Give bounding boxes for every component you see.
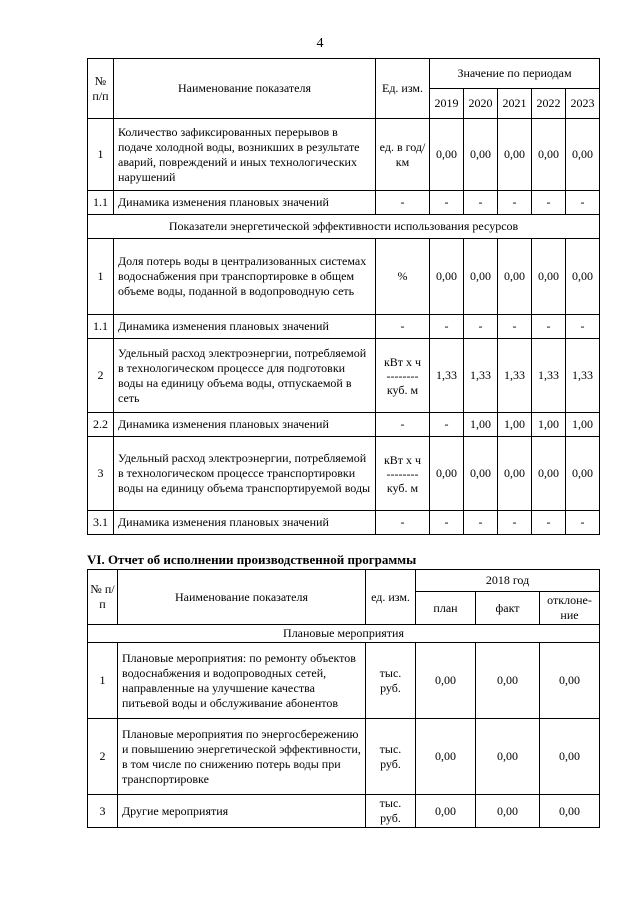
row-unit: тыс. руб. (366, 643, 416, 719)
header-deviation: отклоне-ние (540, 592, 600, 625)
row-value: 0,00 (566, 239, 600, 315)
row-num: 2 (88, 719, 118, 795)
row-unit: - (376, 315, 430, 339)
row-value: - (430, 315, 464, 339)
header-unit: ед. изм. (366, 570, 416, 625)
row-deviation: 0,00 (540, 795, 600, 828)
row-value: - (532, 511, 566, 535)
row-deviation: 0,00 (540, 719, 600, 795)
row-num: 2.2 (88, 413, 114, 437)
header-year: 2020 (464, 89, 498, 119)
row-value: - (498, 511, 532, 535)
table-row (88, 719, 600, 795)
table-row (88, 191, 600, 215)
row-value: 0,00 (464, 437, 498, 511)
row-num: 1.1 (88, 191, 114, 215)
row-value: 0,00 (532, 119, 566, 191)
row-unit: - (376, 191, 430, 215)
row-value: - (498, 191, 532, 215)
row-unit: - (376, 413, 430, 437)
table-row (88, 239, 600, 315)
header-num: № п/п (88, 570, 118, 625)
row-name: Количество зафиксированных перерывов в подаче холодной воды, возникших в результате аварий, повреждений и иных технологических нарушений (114, 119, 376, 191)
row-value: 0,00 (430, 437, 464, 511)
row-num: 3 (88, 437, 114, 511)
row-value: 1,00 (532, 413, 566, 437)
section-heading: VI. Отчет об исполнении производственной программы (87, 552, 417, 567)
table-row (88, 437, 600, 511)
unit-fraction-line: -------- (386, 368, 419, 383)
section-title: Плановые мероприятия (88, 625, 600, 643)
row-num: 1 (88, 119, 114, 191)
row-value: - (566, 511, 600, 535)
row-value: 1,33 (430, 339, 464, 413)
section-row (88, 215, 600, 239)
row-unit (376, 339, 430, 413)
row-fact: 0,00 (476, 643, 540, 719)
header-plan: план (416, 592, 476, 625)
row-unit: - (376, 511, 430, 535)
row-name: Плановые мероприятия: по ремонту объектов водоснабжения и водопроводных сетей, направленные на улучшение качества питьевой воды и обслуживание абонентов (118, 643, 366, 719)
row-value: 0,00 (566, 119, 600, 191)
row-fact: 0,00 (476, 795, 540, 828)
row-name: Динамика изменения плановых значений (114, 315, 376, 339)
row-value: - (430, 413, 464, 437)
row-fact: 0,00 (476, 719, 540, 795)
row-value: - (566, 191, 600, 215)
row-plan: 0,00 (416, 795, 476, 828)
indicators-table (87, 58, 600, 535)
row-unit: тыс. руб. (366, 719, 416, 795)
table-row (88, 339, 600, 413)
header-periods: Значение по периодам (430, 59, 600, 89)
row-unit: % (376, 239, 430, 315)
header-name: Наименование показателя (114, 59, 376, 119)
row-value: - (464, 511, 498, 535)
row-value: 1,00 (498, 413, 532, 437)
row-value: 1,33 (498, 339, 532, 413)
row-value: 1,33 (464, 339, 498, 413)
row-name: Динамика изменения плановых значений (114, 413, 376, 437)
page-number: 4 (316, 36, 324, 51)
header-fact: факт (476, 592, 540, 625)
row-value: - (498, 315, 532, 339)
row-value: 1,33 (532, 339, 566, 413)
header-year: 2018 год (416, 570, 600, 592)
row-value: 0,00 (430, 239, 464, 315)
row-value: 0,00 (566, 437, 600, 511)
unit-denominator: куб. м (386, 382, 419, 397)
row-value: - (430, 191, 464, 215)
row-num: 1.1 (88, 315, 114, 339)
row-unit (376, 437, 430, 511)
row-num: 2 (88, 339, 114, 413)
row-num: 3.1 (88, 511, 114, 535)
header-year: 2022 (532, 89, 566, 119)
row-value: 0,00 (498, 119, 532, 191)
row-value: - (532, 191, 566, 215)
header-year: 2021 (498, 89, 532, 119)
section-title: Показатели энергетической эффективности использования ресурсов (88, 215, 600, 239)
row-plan: 0,00 (416, 643, 476, 719)
row-name: Динамика изменения плановых значений (114, 191, 376, 215)
table-row (88, 413, 600, 437)
header-year: 2023 (566, 89, 600, 119)
header-year: 2019 (430, 89, 464, 119)
row-name: Другие мероприятия (118, 795, 366, 828)
section-row (88, 625, 600, 643)
row-num: 1 (88, 239, 114, 315)
row-name: Динамика изменения плановых значений (114, 511, 376, 535)
row-plan: 0,00 (416, 719, 476, 795)
table-row (88, 795, 600, 828)
row-deviation: 0,00 (540, 643, 600, 719)
unit-fraction-line: -------- (386, 466, 419, 481)
table-row (88, 511, 600, 535)
row-value: - (532, 315, 566, 339)
row-unit: тыс. руб. (366, 795, 416, 828)
row-value: 0,00 (532, 239, 566, 315)
table-row (88, 119, 600, 191)
table-row (88, 315, 600, 339)
row-value: 0,00 (532, 437, 566, 511)
row-value: 1,00 (566, 413, 600, 437)
table-row (88, 643, 600, 719)
header-num: № п/п (88, 59, 114, 119)
row-num: 1 (88, 643, 118, 719)
row-name: Доля потерь воды в централизованных системах водоснабжения при транспортировке в общем объеме воды, поданной в водопроводную сеть (114, 239, 376, 315)
row-value: 0,00 (430, 119, 464, 191)
unit-denominator: куб. м (386, 480, 419, 495)
header-unit: Ед. изм. (376, 59, 430, 119)
row-name: Плановые мероприятия по энергосбережению и повышению энергетической эффективности, в том числе по снижению потерь воды при транспортировке (118, 719, 366, 795)
header-name: Наименование показателя (118, 570, 366, 625)
row-name: Удельный расход электроэнергии, потребляемой в технологическом процессе для подготовки воды на единицу объема воды, отпускаемой в сеть (114, 339, 376, 413)
row-value: 0,00 (498, 239, 532, 315)
row-unit: ед. в год/км (376, 119, 430, 191)
row-value: 1,33 (566, 339, 600, 413)
row-name: Удельный расход электроэнергии, потребляемой в технологическом процессе транспортировки воды на единицу объема транспортируемой воды (114, 437, 376, 511)
row-value: 0,00 (464, 239, 498, 315)
row-value: 0,00 (498, 437, 532, 511)
row-value: - (430, 511, 464, 535)
row-value: 0,00 (464, 119, 498, 191)
row-num: 3 (88, 795, 118, 828)
row-value: 1,00 (464, 413, 498, 437)
program-report-table (87, 569, 600, 828)
unit-numerator: кВт х ч (383, 452, 422, 467)
row-value: - (464, 191, 498, 215)
row-value: - (566, 315, 600, 339)
row-value: - (464, 315, 498, 339)
unit-numerator: кВт х ч (383, 354, 422, 369)
